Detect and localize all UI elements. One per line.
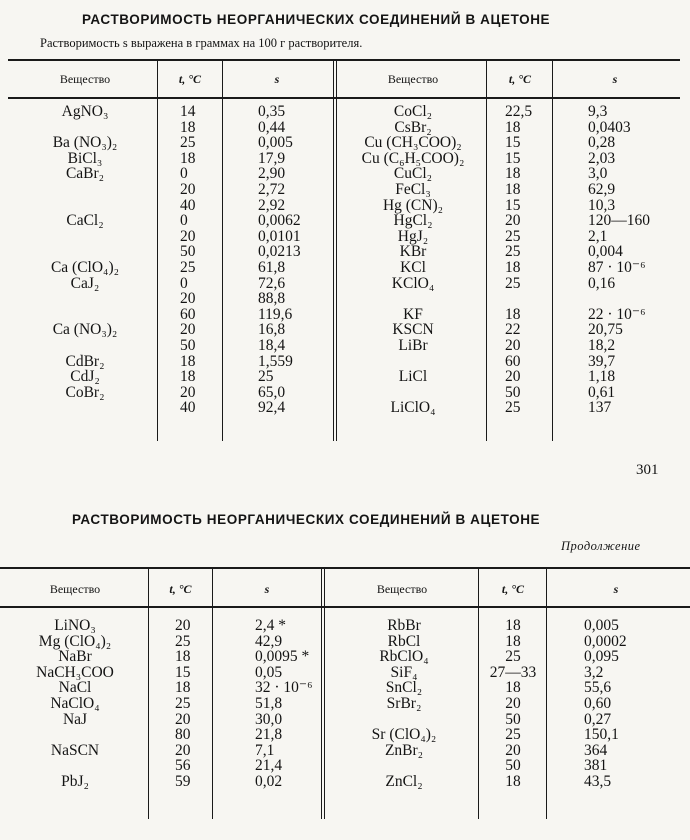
page1-header-s: s (274, 72, 280, 86)
s-cell: 39,7 (588, 352, 616, 370)
t-cell: 25 (505, 648, 521, 666)
s-cell: 150,1 (584, 726, 619, 744)
page2-header-substance-right: Вещество (376, 582, 428, 596)
page2-col-divider (546, 567, 547, 819)
page1-header-t-right: t, °C (508, 72, 532, 86)
substance-cell: CaBr₂ (65, 165, 105, 183)
s-cell: 25 (258, 368, 274, 386)
substance-cell (6, 758, 144, 774)
substance-cell: CuCl₂ (393, 165, 433, 183)
s-cell: 55,6 (584, 679, 612, 697)
t-cell: 25 (505, 726, 521, 744)
t-cell (505, 291, 552, 307)
page2-col-divider (478, 567, 479, 819)
t-cell: 25 (505, 274, 521, 292)
substance-cell: Ca (ClO₄)₂ (50, 258, 120, 276)
page1-right-t-column (505, 104, 552, 416)
substance-cell: NaClO₄ (50, 694, 100, 712)
page1-left-t-column (180, 104, 222, 416)
page2-left-substance-column (6, 618, 144, 790)
t-cell: 18 (180, 368, 196, 386)
substance-cell: ZnBr₂ (384, 741, 424, 759)
substance-cell: Cu (C₆H₅COO)₂ (361, 149, 465, 167)
t-cell: 15 (505, 149, 521, 167)
t-cell: 20 (505, 694, 521, 712)
s-cell: 16,8 (258, 321, 286, 339)
t-cell: 18 (505, 632, 521, 650)
s-cell: 2,72 (258, 180, 286, 198)
page2-title: РАСТВОРИМОСТЬ НЕОРГАНИЧЕСКИХ СОЕДИНЕНИЙ В АЦЕТОНЕ (72, 512, 541, 527)
page2-header-s-right: s (613, 582, 619, 596)
substance-cell: CsBr₂ (394, 118, 432, 136)
s-cell: 0,005 (258, 134, 293, 152)
page2-double-divider (321, 567, 325, 819)
t-cell: 18 (505, 679, 521, 697)
substance-cell: CoCl₂ (393, 103, 433, 120)
t-cell: 20 (175, 710, 191, 728)
s-cell: 92,4 (258, 399, 286, 417)
page1-col-divider (552, 59, 553, 441)
s-cell: 1,559 (258, 352, 293, 370)
substance-cell: CdJ₂ (70, 368, 100, 386)
s-cell: 2,1 (588, 227, 608, 245)
substance-cell (20, 338, 150, 354)
s-cell: 137 (588, 399, 612, 417)
t-cell: 15 (175, 663, 191, 681)
page1-col-divider (157, 59, 158, 441)
t-cell: 50 (180, 243, 196, 261)
t-cell: 50 (505, 710, 521, 728)
t-cell: 60 (180, 305, 196, 323)
page2-header-t-right: t, °C (501, 582, 525, 596)
s-cell: 61,8 (258, 258, 286, 276)
t-cell: 20 (505, 368, 521, 386)
s-cell: 22 · 10⁻⁶ (588, 305, 646, 323)
page1-header-s-right: s (612, 72, 618, 86)
s-cell: 0,60 (584, 694, 612, 712)
substance-cell: CaCl₂ (66, 212, 104, 230)
t-cell: 18 (505, 305, 521, 323)
substance-cell: Mg (ClO₄)₂ (38, 632, 112, 650)
s-cell: 0,61 (588, 383, 616, 401)
t-cell: 25 (180, 134, 196, 152)
substance-cell (20, 229, 150, 245)
s-cell: 21,8 (255, 726, 283, 744)
t-cell: 15 (505, 196, 521, 214)
t-cell: 0 (180, 212, 188, 230)
substance-cell: NaJ (62, 710, 88, 728)
substance-cell: ZnCl₂ (385, 772, 423, 790)
page1-col-divider (222, 59, 223, 441)
s-cell: 42,9 (255, 632, 283, 650)
page1-header-substance-right: Вещество (387, 72, 439, 86)
t-cell: 20 (175, 617, 191, 634)
page2-right-s-column (584, 618, 684, 790)
page-number: 301 (636, 462, 659, 478)
substance-cell: NaBr (58, 648, 92, 666)
page1-double-divider (333, 59, 337, 441)
t-cell: 20 (180, 290, 196, 308)
s-cell: 120—160 (588, 212, 650, 230)
page1-header-top-rule (8, 59, 680, 61)
t-cell: 25 (505, 399, 521, 417)
t-cell: 18 (505, 258, 521, 276)
page2-header-bottom-rule (0, 606, 690, 608)
t-cell: 0 (180, 274, 188, 292)
s-cell: 2,92 (258, 196, 286, 214)
substance-cell (330, 712, 478, 728)
page2-left-s-column (255, 618, 321, 790)
page1-left-substance-column (20, 104, 150, 416)
s-cell: 0,27 (584, 710, 612, 728)
s-cell: 72,6 (258, 274, 286, 292)
substance-cell: LiClO₄ (390, 399, 436, 417)
t-cell: 25 (505, 227, 521, 245)
substance-cell: Ba (NO₃)₂ (52, 134, 118, 152)
substance-cell: LiNO₃ (54, 617, 96, 634)
page1-right-substance-column (340, 104, 486, 416)
substance-cell: LiCl (398, 368, 428, 386)
page1-title: РАСТВОРИМОСТЬ НЕОРГАНИЧЕСКИХ СОЕДИНЕНИЙ В АЦЕТОНЕ (82, 12, 551, 27)
substance-cell: Ca (NO₃)₂ (52, 321, 118, 339)
t-cell: 18 (175, 648, 191, 666)
substance-cell: Cu (CH₃COO)₂ (364, 134, 462, 152)
s-cell: 0,0062 (258, 212, 301, 230)
substance-cell: SnCl₂ (385, 679, 423, 697)
t-cell: 18 (180, 352, 196, 370)
s-cell: 0,005 (584, 617, 619, 634)
t-cell: 40 (180, 399, 196, 417)
substance-cell (20, 400, 150, 416)
s-cell: 87 · 10⁻⁶ (588, 258, 646, 276)
page2-left-t-column (175, 618, 212, 790)
page2-col-divider (212, 567, 213, 819)
s-cell: 18,4 (258, 336, 286, 354)
t-cell: 22,5 (505, 103, 533, 120)
t-cell: 25 (180, 258, 196, 276)
t-cell: 20 (180, 180, 196, 198)
page1-right-s-column (588, 104, 680, 416)
page2-header-top-rule (0, 567, 690, 569)
t-cell: 22 (505, 321, 521, 339)
substance-cell: NaSCN (50, 741, 100, 759)
t-cell: 80 (175, 726, 191, 744)
substance-cell: HgCl₂ (393, 212, 433, 230)
s-cell: 0,0213 (258, 243, 301, 261)
s-cell: 18,2 (588, 336, 616, 354)
s-cell: 0,35 (258, 103, 286, 120)
substance-cell: SrBr₂ (386, 694, 422, 712)
page2-col-divider (148, 567, 149, 819)
s-cell: 0,0095 * (255, 648, 310, 666)
s-cell: 1,18 (588, 368, 616, 386)
t-cell: 15 (505, 134, 521, 152)
substance-cell: LiBr (398, 336, 428, 354)
substance-cell: Hg (CN)₂ (382, 196, 444, 214)
t-cell: 50 (180, 336, 196, 354)
s-cell: 65,0 (258, 383, 286, 401)
substance-cell: CdBr₂ (65, 352, 105, 370)
s-cell: 0,44 (258, 118, 286, 136)
s-cell: 0,02 (255, 772, 283, 790)
t-cell: 25 (175, 694, 191, 712)
substance-cell: SiF₄ (390, 663, 418, 681)
substance-cell: KClO₄ (391, 274, 435, 292)
s-cell: 21,4 (255, 757, 283, 775)
s-cell: 0,05 (255, 663, 283, 681)
s-cell: 17,9 (258, 149, 286, 167)
substance-cell: NaCl (58, 679, 92, 697)
t-cell: 20 (180, 383, 196, 401)
substance-cell (20, 307, 150, 323)
page1-col-divider (486, 59, 487, 441)
substance-cell (340, 354, 486, 370)
s-cell: 0,0101 (258, 227, 301, 245)
substance-cell: AgNO₃ (61, 103, 109, 120)
t-cell: 20 (505, 336, 521, 354)
substance-cell: KCl (400, 258, 426, 276)
s-cell: 2,4 * (255, 617, 286, 634)
t-cell: 60 (505, 352, 521, 370)
page1-left-s-column (258, 104, 332, 416)
s-cell (588, 291, 680, 307)
s-cell: 119,6 (258, 305, 293, 323)
page1-header-t: t, °C (178, 72, 202, 86)
t-cell: 18 (180, 149, 196, 167)
s-cell: 364 (584, 741, 608, 759)
substance-cell (20, 198, 150, 214)
t-cell: 20 (175, 741, 191, 759)
s-cell: 10,3 (588, 196, 616, 214)
substance-cell (20, 291, 150, 307)
substance-cell: FeCl₃ (395, 180, 431, 198)
substance-cell (340, 385, 486, 401)
substance-cell: HgJ₂ (397, 227, 429, 245)
t-cell: 56 (175, 757, 191, 775)
t-cell: 27—33 (489, 663, 537, 681)
substance-cell (20, 182, 150, 198)
t-cell: 25 (505, 243, 521, 261)
substance-cell: RbBr (387, 617, 421, 634)
s-cell: 0,16 (588, 274, 616, 292)
substance-cell: KF (403, 305, 423, 323)
page2-header-s: s (264, 582, 270, 596)
t-cell: 20 (505, 212, 521, 230)
page1-header-bottom-rule (8, 97, 680, 99)
substance-cell (20, 244, 150, 260)
substance-cell (340, 291, 486, 307)
t-cell: 25 (175, 632, 191, 650)
s-cell: 9,3 (588, 103, 608, 120)
s-cell: 32 · 10⁻⁶ (255, 679, 313, 697)
substance-cell: KSCN (392, 321, 434, 339)
substance-cell: CaJ₂ (70, 274, 100, 292)
s-cell: 62,9 (588, 180, 616, 198)
s-cell: 0,095 (584, 648, 619, 666)
t-cell: 20 (180, 321, 196, 339)
t-cell: 20 (505, 741, 521, 759)
s-cell: 2,03 (588, 149, 616, 167)
page2-right-substance-column (330, 618, 478, 790)
s-cell: 0,004 (588, 243, 623, 261)
substance-cell: KBr (399, 243, 427, 261)
s-cell: 51,8 (255, 694, 283, 712)
page1-subtitle: Растворимость s выражена в граммах на 100 г растворителя. (40, 36, 363, 50)
substance-cell: PbJ₂ (61, 772, 89, 790)
s-cell: 2,90 (258, 165, 286, 183)
page2-header-substance: Вещество (49, 582, 101, 596)
t-cell: 50 (505, 757, 521, 775)
substance-cell (330, 758, 478, 774)
s-cell: 88,8 (258, 290, 286, 308)
s-cell: 381 (584, 757, 608, 775)
t-cell: 18 (505, 617, 521, 634)
t-cell: 0 (180, 165, 188, 183)
substance-cell (6, 727, 144, 743)
s-cell: 0,0002 (584, 632, 627, 650)
t-cell: 18 (505, 772, 521, 790)
s-cell: 30,0 (255, 710, 283, 728)
t-cell: 50 (505, 383, 521, 401)
t-cell: 18 (180, 118, 196, 136)
s-cell: 20,75 (588, 321, 623, 339)
continued-label: Продолжение (561, 539, 641, 553)
t-cell: 18 (505, 180, 521, 198)
substance-cell: RbClO₄ (379, 648, 429, 666)
t-cell: 14 (180, 103, 196, 120)
page2-header-t: t, °C (169, 582, 192, 596)
page2-right-t-column (480, 618, 546, 790)
substance-cell (20, 120, 150, 136)
substance-cell: RbCl (387, 632, 421, 650)
s-cell: 7,1 (255, 741, 275, 759)
substance-cell: BiCl₃ (67, 149, 103, 167)
t-cell: 18 (505, 165, 521, 183)
t-cell: 18 (505, 118, 521, 136)
substance-cell: CoBr₂ (65, 383, 105, 401)
s-cell: 43,5 (584, 772, 612, 790)
s-cell: 3,2 (584, 663, 604, 681)
substance-cell: NaCH₃COO (36, 663, 114, 681)
t-cell: 40 (180, 196, 196, 214)
page1-header-substance: Вещество (59, 72, 111, 86)
t-cell: 59 (175, 772, 191, 790)
s-cell: 0,28 (588, 134, 616, 152)
t-cell: 18 (175, 679, 191, 697)
s-cell: 0,0403 (588, 118, 631, 136)
s-cell: 3,0 (588, 165, 608, 183)
substance-cell: Sr (ClO₄)₂ (371, 726, 437, 744)
t-cell: 20 (180, 227, 196, 245)
